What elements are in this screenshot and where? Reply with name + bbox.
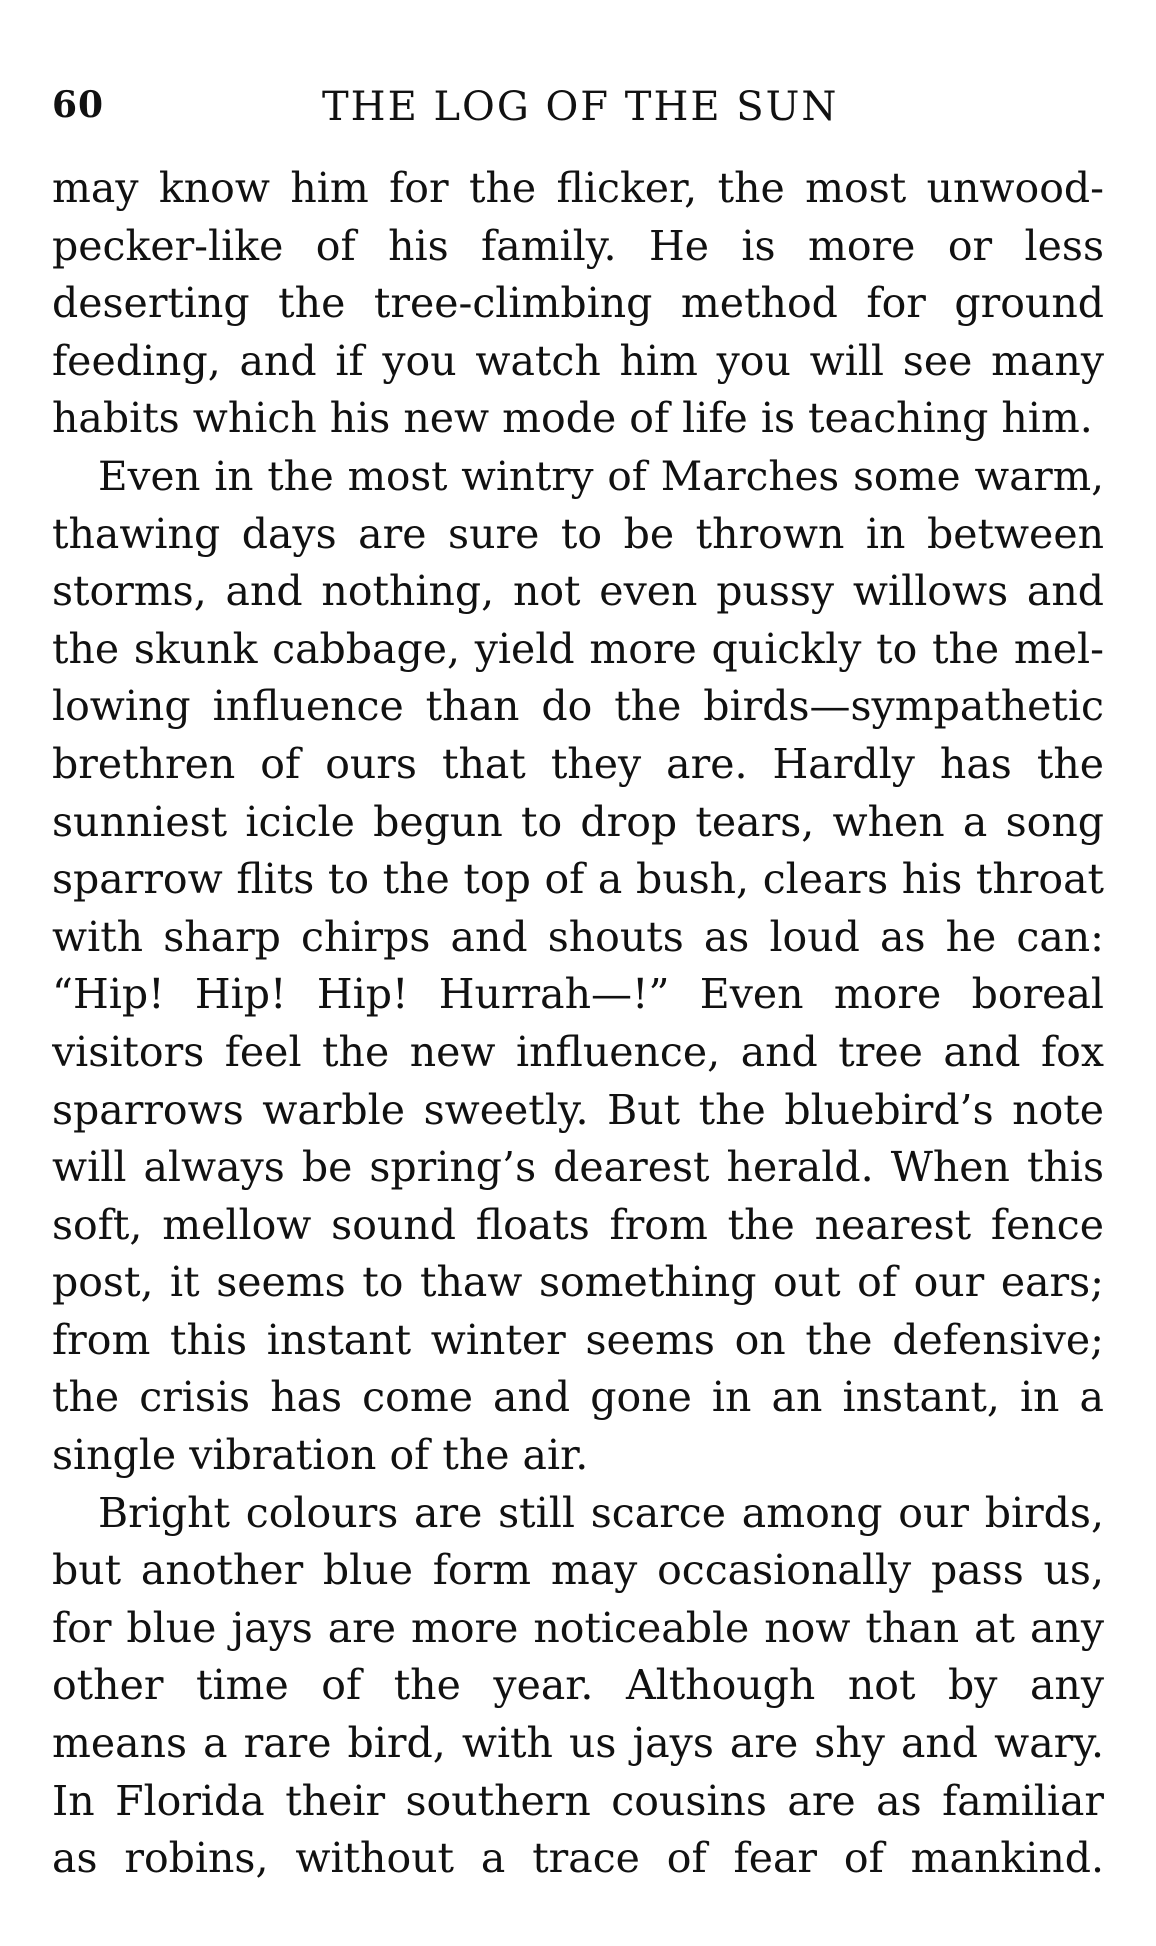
text-line: as robins, without a trace of fear of mankind.: [52, 1834, 1104, 1883]
text-line: Even in the most wintry of Marches some warm,: [98, 451, 1104, 500]
text-line: may know him for the flicker, the most unwood-: [52, 164, 1104, 212]
text-line: sparrows warble sweetly. But the bluebird’s note: [52, 1085, 1104, 1134]
text-line: brethren of ours that they are. Hardly has the: [52, 739, 1104, 788]
text-line: Bright colours are still scarce among our birds,: [98, 1488, 1104, 1537]
text-line: feeding, and if you watch him you will see many: [52, 336, 1104, 385]
text-line: soft, mellow sound floats from the nearest fence: [52, 1200, 1104, 1249]
text-line: sunniest icicle begun to drop tears, when a song: [52, 797, 1104, 846]
text-line: deserting the tree-climbing method for ground: [52, 279, 1104, 328]
text-line: lowing influence than do the birds—sympathetic: [52, 682, 1104, 731]
body-text: [52, 160, 1104, 1888]
text-line: will always be spring’s dearest herald. When this: [52, 1143, 1104, 1192]
text-line: single vibration of the air.: [52, 1431, 589, 1480]
text-line: habits which his new mode of life is teaching him.: [52, 394, 1093, 443]
text-line: for blue jays are more noticeable now than at any: [52, 1603, 1104, 1652]
running-title: THE LOG OF THE SUN: [322, 84, 839, 130]
text-line: with sharp chirps and shouts as loud as he can:: [52, 912, 1104, 961]
text-line: other time of the year. Although not by any: [52, 1661, 1104, 1710]
text-line: visitors feel the new influence, and tree and fox: [52, 1027, 1104, 1076]
page-number: 60: [52, 84, 105, 126]
text-line: but another blue form may occasionally pass us,: [52, 1546, 1104, 1595]
text-line: pecker-like of his family. He is more or less: [52, 221, 1104, 270]
text-line: sparrow flits to the top of a bush, clears his throat: [52, 855, 1104, 904]
text-line: In Florida their southern cousins are as familiar: [52, 1776, 1104, 1825]
page-header: [52, 84, 1104, 144]
paragraph-1: [52, 160, 1104, 448]
paragraph-3: [52, 1485, 1104, 1888]
text-line: the skunk cabbage, yield more quickly to the mel-: [52, 624, 1104, 673]
text-line: means a rare bird, with us jays are shy and wary.: [52, 1719, 1104, 1768]
text-line: “Hip! Hip! Hip! Hurrah—!” Even more boreal: [52, 970, 1104, 1019]
text-line: storms, and nothing, not even pussy willows and: [52, 567, 1104, 616]
paragraph-2: [52, 448, 1104, 1485]
text-line: the crisis has come and gone in an instant, in a: [52, 1373, 1104, 1422]
text-line: thawing days are sure to be thrown in between: [52, 509, 1104, 558]
text-line: post, it seems to thaw something out of our ears;: [52, 1258, 1104, 1307]
text-line: from this instant winter seems on the defensive;: [52, 1315, 1104, 1364]
